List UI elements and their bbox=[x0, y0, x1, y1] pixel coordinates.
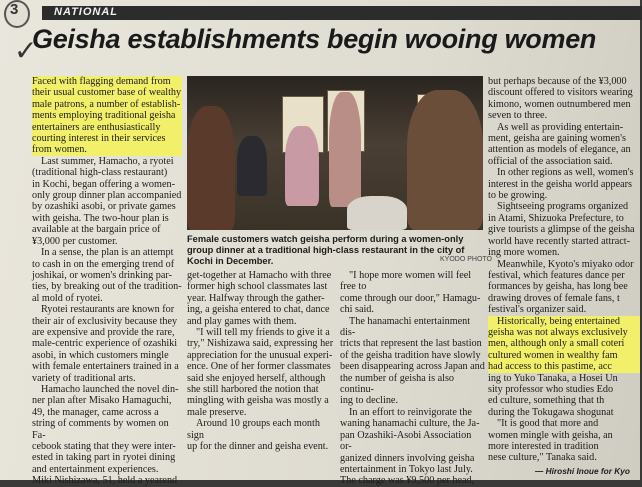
text-line: chi said. bbox=[340, 304, 374, 316]
text-line: (traditional high-class restaurant) bbox=[32, 167, 168, 179]
section-bar bbox=[42, 6, 642, 20]
text-line: ties, by breaking out of the tradition- bbox=[32, 281, 182, 293]
text-line: Last summer, Hamacho, a ryotei bbox=[41, 155, 174, 167]
page-number: 3 bbox=[10, 1, 19, 18]
photo-credit: KYODO PHOTO bbox=[440, 256, 492, 263]
article-column-4 bbox=[488, 76, 640, 464]
text-line: official of the association said. bbox=[488, 155, 613, 167]
text-line: to be growing. bbox=[488, 190, 548, 202]
text-line: kimono, women outnumbered men bbox=[488, 98, 631, 110]
text-line: during the Tokugawa shogunat bbox=[488, 406, 614, 418]
checkmark-icon: ✓ bbox=[14, 34, 38, 67]
text-line: ing, a geisha entered to chat, dance bbox=[187, 304, 330, 316]
text-line: waning hanamachi culture, the Ja- bbox=[340, 418, 480, 430]
text-line: Miki Nishizawa, 51, held a yearend bbox=[32, 475, 178, 487]
text-line: variety of traditional arts. bbox=[32, 372, 136, 384]
text-line: geisha was not always exclusively bbox=[488, 327, 640, 338]
text-line: had access to this pastime, acc bbox=[488, 361, 640, 372]
text-line: ed culture, something that th bbox=[488, 395, 605, 407]
text-line: give tourists a glimpse of the geisha bbox=[488, 224, 635, 236]
text-line: pan Ozashiki-Asobi Association or- bbox=[340, 429, 472, 453]
text-line: with female entertainers trained in a bbox=[32, 361, 179, 373]
text-line: "It is good that more and bbox=[497, 418, 599, 430]
text-line: by ozashiki asobi, or private games bbox=[32, 201, 176, 213]
article-column-2 bbox=[187, 270, 337, 453]
text-line: but perhaps because of the ¥3,000 bbox=[488, 76, 627, 87]
text-line: Meanwhile, Kyoto's miyako odor bbox=[497, 258, 634, 270]
text-line: to cash in on the emerging trend of bbox=[32, 258, 175, 270]
article-column-1 bbox=[32, 76, 182, 487]
text-line: male preserve. bbox=[187, 406, 247, 418]
section-label: NATIONAL bbox=[54, 6, 119, 18]
text-line: world have recently started attract- bbox=[488, 235, 630, 247]
text-line: festival's organizer said. bbox=[488, 304, 587, 316]
text-line: she still harbored the notion that bbox=[187, 384, 319, 396]
text-line: seven to three. bbox=[488, 110, 548, 122]
article-photo bbox=[187, 76, 483, 230]
text-line: "I hope more women will feel free to bbox=[340, 270, 472, 293]
text-line: year. Halfway through the gather- bbox=[187, 292, 325, 304]
byline: — Hiroshi Inoue for Kyo bbox=[535, 466, 630, 476]
text-line: women mingle with geisha, an bbox=[488, 429, 613, 441]
text-line: nese culture," Tanaka said. bbox=[488, 452, 597, 464]
text-line: entertainers are enthusiastically bbox=[32, 122, 182, 133]
text-line: men, although only a small coteri bbox=[488, 338, 640, 349]
text-line: Historically, being entertained bbox=[488, 316, 640, 327]
text-line: come through our door," Hamagu- bbox=[340, 292, 481, 304]
text-line: string of comments by women on Fa- bbox=[32, 418, 169, 441]
text-line: ing to Yuko Tanaka, a Hosei Un bbox=[488, 372, 618, 384]
text-line: Faced with flagging demand from bbox=[32, 76, 182, 87]
text-line: As well as providing entertain- bbox=[497, 121, 624, 133]
text-line: ing more women. bbox=[488, 247, 560, 259]
text-line: Around 10 groups each month sign bbox=[187, 418, 320, 441]
text-line: In a sense, the plan is an attempt bbox=[41, 247, 174, 259]
text-line: appreciation for the unusual experi- bbox=[187, 349, 333, 361]
text-line: get-together at Hamacho with three bbox=[187, 270, 332, 281]
text-line: ment, geisha are gaining women's bbox=[488, 133, 626, 145]
text-line: cultured women in wealthy fam bbox=[488, 350, 640, 361]
text-line: tricts that represent the last bastion bbox=[340, 338, 482, 350]
text-line: 49, the manager, came across a bbox=[32, 406, 159, 418]
text-line: courting interest in their services bbox=[32, 133, 182, 144]
text-line: ested in taking part in ryotei dining bbox=[32, 452, 176, 464]
text-line: al mold of ryotei. bbox=[32, 292, 103, 304]
text-line: male-centric experience of ozashiki bbox=[32, 338, 178, 350]
text-line: entertainment in Tokyo last July. bbox=[340, 463, 473, 475]
text-line: with geisha. The two-hour plan is bbox=[32, 212, 169, 224]
text-line: try," Nishizawa said, expressing her bbox=[187, 338, 334, 350]
text-line: their usual customer base of wealthy bbox=[32, 87, 182, 99]
text-line: ner plan after Misako Hamaguchi, bbox=[32, 395, 172, 407]
text-line: in Atami, Shizuoka Prefecture, to bbox=[488, 212, 624, 224]
text-line: their air of exclusivity because they bbox=[32, 315, 178, 327]
text-line: and entertainment experiences. bbox=[32, 463, 159, 475]
text-line: said she enjoyed herself, although bbox=[187, 372, 326, 384]
text-line: ing to decline. bbox=[340, 395, 398, 407]
text-line: ments employing traditional geisha bbox=[32, 110, 182, 121]
text-line: formances by geisha, has long bee bbox=[488, 281, 628, 293]
text-line: ¥3,000 per customer. bbox=[32, 235, 118, 247]
text-line: been disappearing across Japan and bbox=[340, 361, 485, 373]
text-line: Hamacho launched the novel din- bbox=[41, 383, 179, 395]
text-line: male patrons, a number of establish- bbox=[32, 98, 181, 110]
text-line: former high school classmates last bbox=[187, 281, 328, 293]
text-line: "I will tell my friends to give it a bbox=[196, 327, 330, 339]
text-line: In other regions as well, women's bbox=[497, 167, 634, 179]
text-line: The hanamachi entertainment dis- bbox=[340, 315, 471, 339]
text-line: in Kochi, began offering a women- bbox=[32, 178, 175, 190]
text-line: available at the bargain price of bbox=[32, 224, 161, 236]
text-line: discount offered to visitors wearing bbox=[488, 87, 633, 99]
text-line: festival, which features dance per bbox=[488, 269, 625, 281]
text-line: Ryotei restaurants are known for bbox=[41, 304, 175, 316]
text-line: interest in the geisha world appears bbox=[488, 178, 632, 190]
text-line: sity professor who studies Edo bbox=[488, 383, 614, 395]
text-line: and play games with them. bbox=[187, 315, 297, 327]
text-line: from women. bbox=[32, 144, 182, 155]
text-line: Sightseeing programs organized bbox=[497, 201, 629, 213]
photo-caption: Female customers watch geisha perform during a women-only group dinner at a traditional high-class restaurant in the city of Kochi in December. bbox=[187, 234, 465, 266]
text-line: are expensive and provide the rare, bbox=[32, 326, 175, 338]
text-line: cebook stating that they were inter- bbox=[32, 441, 176, 452]
text-line: attention as models of elegance, an bbox=[488, 144, 631, 156]
article-column-3 bbox=[340, 270, 485, 487]
headline: Geisha establishments begin wooing women bbox=[32, 24, 597, 54]
text-line: only group dinner plan accompanied bbox=[32, 190, 182, 202]
text-line: up for the dinner and geisha event. bbox=[187, 441, 329, 453]
text-line: more interested in tradition bbox=[488, 441, 599, 452]
text-line: joshikai, or women's drinking par- bbox=[32, 269, 172, 281]
text-line: In an effort to reinvigorate the bbox=[349, 406, 472, 418]
text-line: mingling with geisha was mostly a bbox=[187, 395, 329, 407]
text-line: asobi, in which customers mingle bbox=[32, 349, 169, 361]
text-line: ganized dinners involving geisha bbox=[340, 452, 475, 464]
text-line: drawing droves of female fans, t bbox=[488, 292, 620, 304]
text-line: ence. One of her former classmates bbox=[187, 361, 331, 373]
text-line: The charge was ¥9,500 per head, bbox=[340, 475, 475, 487]
text-line: the number of geisha is also continu- bbox=[340, 372, 455, 396]
text-line: of the geisha tradition have slowly bbox=[340, 349, 481, 361]
